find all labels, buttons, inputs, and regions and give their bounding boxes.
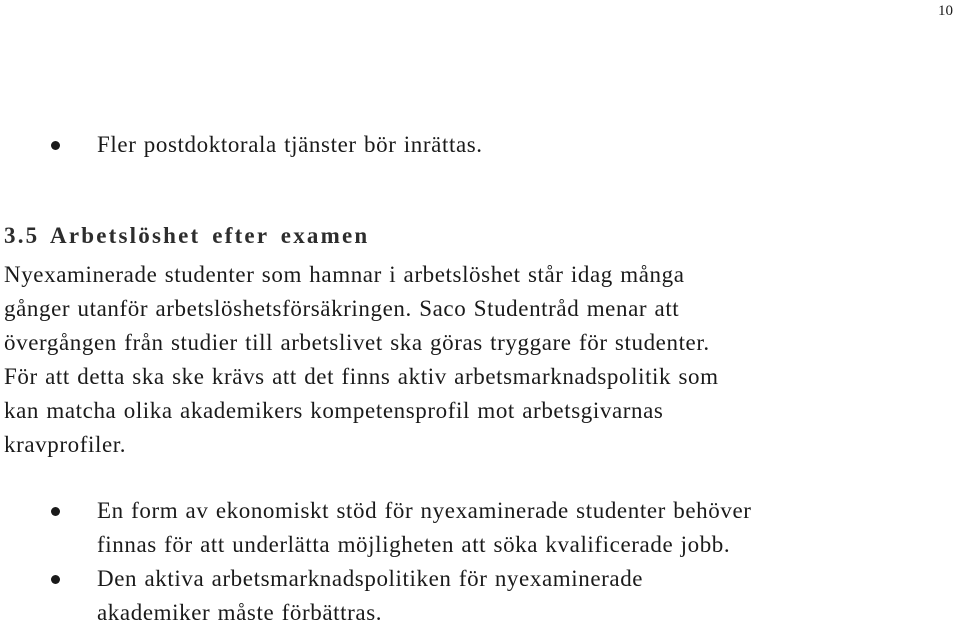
paragraph-line: kan matcha olika akademikers kompetensprofil mot arbetsgivarnas (4, 398, 664, 423)
paragraph-line: För att detta ska ske krävs att det finns aktiv arbetsmarknadspolitik som (4, 364, 719, 389)
bullet-icon (51, 507, 60, 516)
section-paragraph (4, 258, 954, 462)
paragraph-line: kravprofiler. (4, 432, 127, 457)
list-item-text: Fler postdoktorala tjänster bör inrättas. (97, 132, 483, 157)
section-heading: 3.5 Arbetslöshet efter examen (4, 223, 370, 248)
bullet-icon (51, 575, 60, 584)
paragraph-line: Nyexaminerade studenter som hamnar i arbetslöshet står idag många (4, 262, 685, 287)
page-number: 10 (938, 3, 953, 19)
list-item-text: finnas för att underlätta möjligheten att söka kvalificerade jobb. (97, 532, 731, 557)
list-item (0, 562, 959, 630)
bullet-icon (51, 141, 60, 150)
list-item (0, 494, 959, 562)
paragraph-line: gånger utanför arbetslöshetsförsäkringen. Saco Studentråd menar att (4, 296, 680, 321)
paragraph-line: övergången från studier till arbetslivet ska göras tryggare för studenter. (4, 330, 710, 355)
list-item-text: En form av ekonomiskt stöd för nyexaminerade studenter behöver (97, 498, 752, 523)
list-item-text: akademiker måste förbättras. (97, 600, 383, 625)
list-item-text: Den aktiva arbetsmarknadspolitiken för nyexaminerade (97, 566, 644, 591)
bottom-bullet-list (0, 494, 959, 630)
list-item (0, 128, 959, 162)
top-bullet-list (0, 128, 959, 162)
